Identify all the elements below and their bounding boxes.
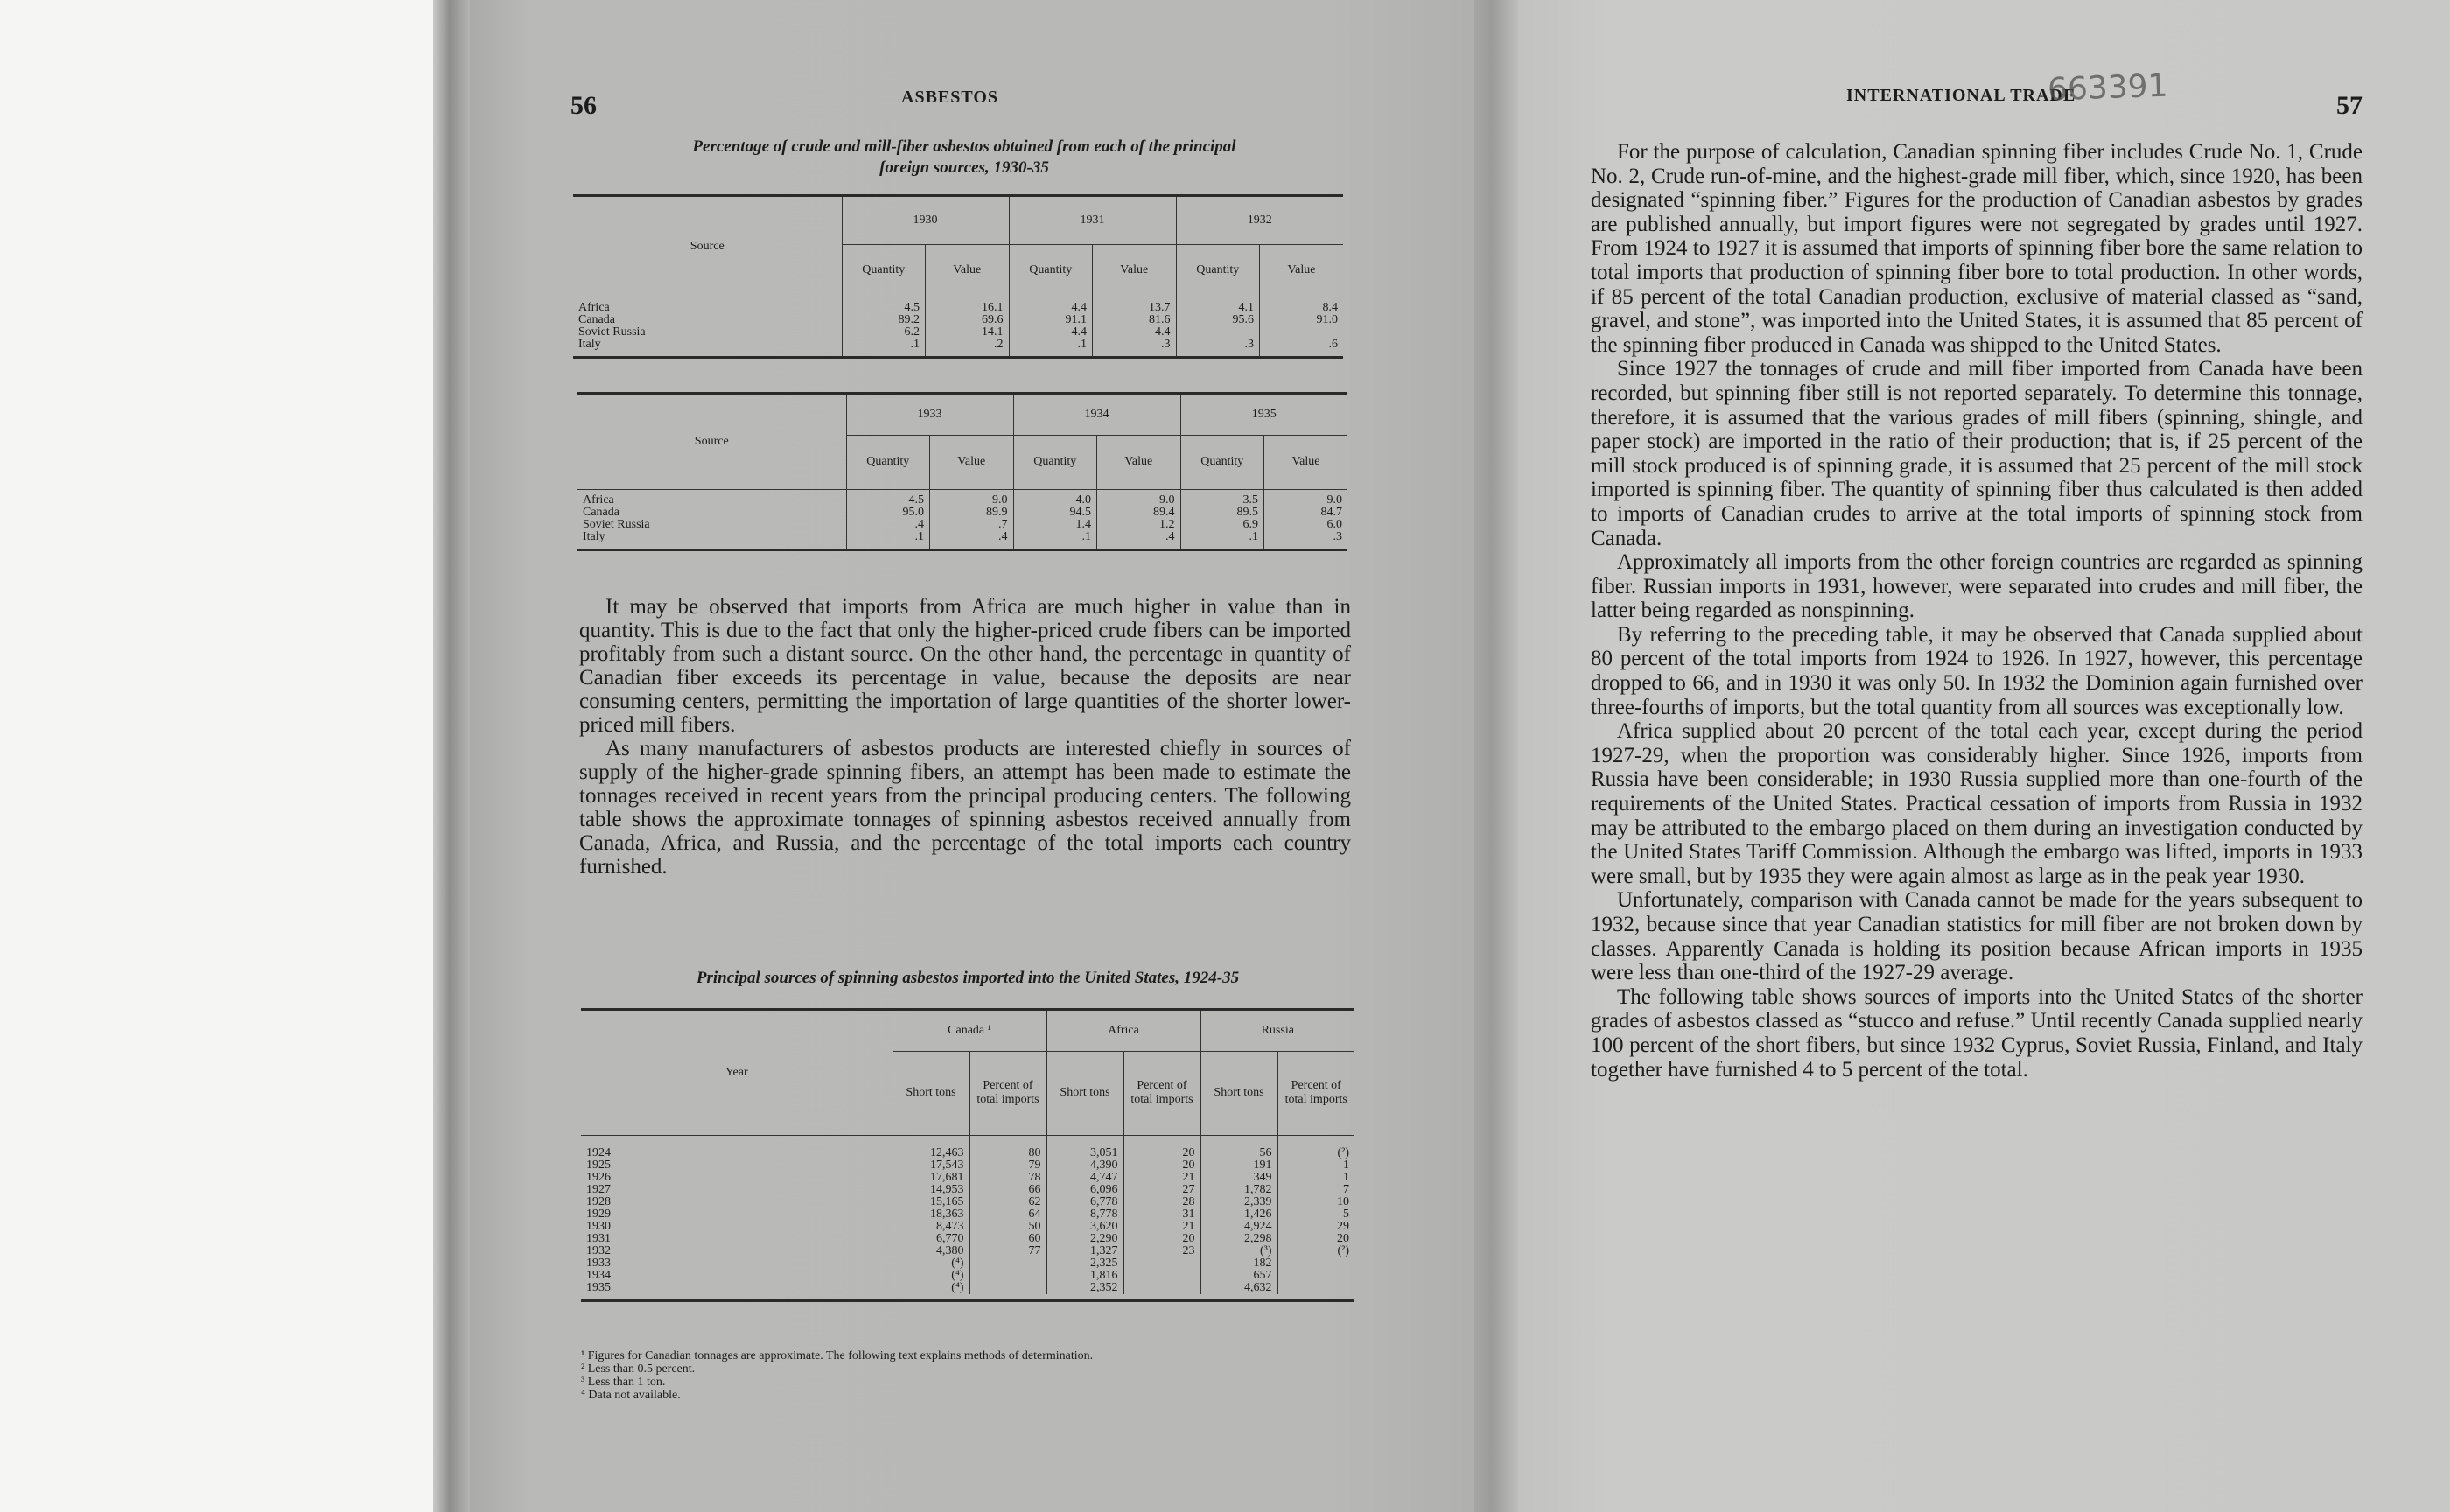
row-year: 1927 — [586, 1183, 611, 1196]
cell — [1278, 1270, 1354, 1282]
cell: (⁴) — [892, 1257, 970, 1270]
cell: 91.1 — [1009, 314, 1093, 326]
table-row — [581, 1245, 1354, 1257]
short-tons-header: Short tons — [892, 1051, 970, 1135]
row-year: 1934 — [586, 1269, 611, 1282]
cell: .4 — [846, 519, 930, 531]
cell: 4.0 — [1013, 494, 1097, 507]
cell: 4.5 — [846, 494, 930, 507]
cell: 349 — [1200, 1172, 1278, 1184]
row-year: 1929 — [586, 1208, 611, 1221]
cell: 84.7 — [1264, 507, 1348, 519]
cell: 18,363 — [892, 1208, 970, 1221]
cell: 3,620 — [1046, 1221, 1124, 1233]
table-row — [581, 1147, 1354, 1159]
value-header: Value — [926, 244, 1010, 297]
cell: (⁴) — [892, 1282, 970, 1294]
cell — [1176, 326, 1260, 339]
quantity-header: Quantity — [1009, 244, 1093, 297]
cell: 77 — [970, 1245, 1046, 1257]
paragraph: Approximately all imports from the other foreign countries are regarded as spinning fiber. Russian imports in 1931, however, were separated into crudes and mill fiber, the latter being regarded as nonspinning. — [1591, 550, 2362, 623]
cell: 6.9 — [1180, 519, 1264, 531]
value-header: Value — [930, 435, 1014, 489]
right-page-number: 57 — [2336, 91, 2362, 120]
right-running-head: INTERNATIONAL TRADE — [1846, 86, 2076, 105]
cell: 8,778 — [1046, 1208, 1124, 1221]
cell: 5 — [1278, 1208, 1354, 1221]
cell: .3 — [1264, 531, 1348, 543]
row-year: 1925 — [586, 1158, 611, 1172]
table1-part-a — [573, 194, 1343, 359]
value-header: Value — [1097, 435, 1181, 489]
cell — [1278, 1282, 1354, 1294]
cell: 4.4 — [1009, 326, 1093, 339]
cell: 4,632 — [1200, 1282, 1278, 1294]
cell: 21 — [1124, 1172, 1200, 1184]
cell: (²) — [1278, 1245, 1354, 1257]
cell — [1260, 326, 1344, 339]
cell: 13.7 — [1093, 302, 1177, 314]
value-header: Value — [1093, 244, 1177, 297]
cell: 79 — [970, 1159, 1046, 1172]
left-running-head: ASBESTOS — [901, 88, 999, 107]
cell: (²) — [1278, 1147, 1354, 1159]
percent-header: Percent of total imports — [970, 1051, 1046, 1135]
row-label: Canada — [583, 506, 620, 519]
cell: 50 — [970, 1221, 1046, 1233]
source-header: Source — [573, 197, 842, 297]
paragraph: As many manufacturers of asbestos products are interested chiefly in sources of supply of the higher-grade spinning fibers, an attempt has been made to estimate the tonnages received in recent years from the principal producing centers. The following table shows the approximate tonnages of spinning asbestos received annually from Canada, Africa, and Russia, and the percentage of the total imports each country furnished. — [579, 737, 1351, 878]
row-label: Canada — [578, 313, 615, 326]
paragraph: By referring to the preceding table, it may be observed that Canada supplied about 80 percent of the total imports from 1924 to 1926. In 1927, however, this percentage dropped to 66, and in 1930 it was only 50. In 1932 the Dominion again furnished over three-fourths of imports, but the total quantity from all sources was exceptionally low. — [1591, 622, 2362, 719]
footnote: ² Less than 0.5 percent. — [581, 1362, 696, 1376]
book-spine — [1474, 0, 1518, 1512]
cell: 1,426 — [1200, 1208, 1278, 1221]
cell: 78 — [970, 1172, 1046, 1184]
cell: 94.5 — [1013, 507, 1097, 519]
cell: 7 — [1278, 1184, 1354, 1196]
cell — [1124, 1282, 1200, 1294]
cell: 1,327 — [1046, 1245, 1124, 1257]
cell: 4.5 — [842, 302, 926, 314]
short-tons-header: Short tons — [1046, 1051, 1124, 1135]
cell: 9.0 — [1264, 494, 1348, 507]
cell: 95.0 — [846, 507, 930, 519]
table-row — [581, 1159, 1354, 1172]
table-row — [581, 1184, 1354, 1196]
paragraph: Africa supplied about 20 percent of the total each year, except during the period 1927-29, when the proportion was considerably higher. Since 1926, imports from Russia have been considerable; in 1930 Russia supplied more than one-fourth of the requirements of the United States. Practical cessation of imports from Russia in 1932 may be attributed to the embargo placed on them during an investigation conducted by the United States Tariff Commission. Although the embargo was lifted, imports in 1933 were small, but by 1935 they were again almost as large as in the peak year 1930. — [1591, 719, 2362, 888]
cell: 6,096 — [1046, 1184, 1124, 1196]
right-body-text — [1591, 140, 2362, 1082]
table-row — [581, 1270, 1354, 1282]
table-row — [581, 1221, 1354, 1233]
paragraph: For the purpose of calculation, Canadian spinning fiber includes Crude No. 1, Crude No. 2, Crude run-of-mine, and the highest-grade mill fiber, which, since 1920, has been designated “spinning fiber.” Figures for the production of Canadian asbestos by grades are published annually, but import figures were not segregated by grades until 1927. From 1924 to 1927 it is assumed that imports of spinning fiber bore the same relation to total imports that production of spinning fiber bore to total production. In other words, if 85 percent of the total Canadian production, exclusive of material classed as “sand, gravel, and stone”, was imported into the United States, it is assumed that 85 percent of the spinning fiber produced in Canada was shipped to the United States. — [1591, 140, 2362, 357]
table-row — [573, 314, 1343, 326]
table1-part-b — [578, 392, 1348, 551]
cell: 17,543 — [892, 1159, 970, 1172]
background-left — [0, 0, 438, 1512]
cell: .1 — [1013, 531, 1097, 543]
year-header: 1932 — [1176, 197, 1343, 244]
percent-header: Percent of total imports — [1124, 1051, 1200, 1135]
value-header: Value — [1260, 244, 1344, 297]
table-row — [578, 494, 1348, 507]
table2 — [581, 1008, 1354, 1302]
year-header: 1930 — [842, 197, 1009, 244]
percent-header: Percent of total imports — [1278, 1051, 1354, 1135]
cell: 29 — [1278, 1221, 1354, 1233]
row-label: Soviet Russia — [578, 326, 646, 339]
cell: 89.2 — [842, 314, 926, 326]
table-row — [578, 507, 1348, 519]
quantity-header: Quantity — [1176, 244, 1260, 297]
cell: 10 — [1278, 1196, 1354, 1208]
table2-caption: Principal sources of spinning asbestos imported into the United States, 1924-35 — [696, 969, 1240, 987]
value-header: Value — [1264, 435, 1348, 489]
cell: 6,778 — [1046, 1196, 1124, 1208]
table1-caption-line1: Percentage of crude and mill-fiber asbestos obtained from each of the principal — [692, 137, 1236, 156]
cell: 1,816 — [1046, 1270, 1124, 1282]
table1-caption-line2: foreign sources, 1930-35 — [879, 158, 1049, 177]
cell: 20 — [1278, 1233, 1354, 1245]
group-header-russia: Russia — [1200, 1011, 1354, 1051]
table-row — [581, 1172, 1354, 1184]
paragraph: It may be observed that imports from Africa are much higher in value than in quantity. This is due to the fact that only the higher-priced crude fibers can be imported profitably from such a distant source. On the other hand, the percentage in quantity of Canadian fiber exceeds its percentage in value, because the deposits are near consuming centers, permitting the importation of large quantities of the shorter lower-priced mill fibers. — [579, 595, 1351, 737]
cell: 23 — [1124, 1245, 1200, 1257]
cell: .7 — [930, 519, 1014, 531]
cell: 2,298 — [1200, 1233, 1278, 1245]
table-row — [581, 1233, 1354, 1245]
cell: 4.4 — [1093, 326, 1177, 339]
cell: .4 — [930, 531, 1014, 543]
table2-footnotes — [581, 1349, 1360, 1402]
book-edge — [433, 0, 470, 1512]
cell: 80 — [970, 1147, 1046, 1159]
cell: 20 — [1124, 1147, 1200, 1159]
cell: 14.1 — [926, 326, 1010, 339]
row-label: Italy — [578, 338, 601, 351]
table-row — [581, 1282, 1354, 1294]
cell: 2,339 — [1200, 1196, 1278, 1208]
cell: 2,290 — [1046, 1233, 1124, 1245]
left-body-text — [579, 595, 1351, 878]
table-row — [573, 302, 1343, 314]
cell: 64 — [970, 1208, 1046, 1221]
row-year: 1926 — [586, 1171, 611, 1184]
table-row — [573, 326, 1343, 339]
cell: 657 — [1200, 1270, 1278, 1282]
cell: 56 — [1200, 1147, 1278, 1159]
cell — [970, 1282, 1046, 1294]
year-header: 1934 — [1013, 395, 1180, 435]
cell: 6.0 — [1264, 519, 1348, 531]
cell — [970, 1270, 1046, 1282]
cell: 69.6 — [926, 314, 1010, 326]
group-header-canada: Canada ¹ — [892, 1011, 1046, 1051]
cell: 4,390 — [1046, 1159, 1124, 1172]
cell: 191 — [1200, 1159, 1278, 1172]
cell: .2 — [926, 339, 1010, 351]
quantity-header: Quantity — [1013, 435, 1097, 489]
cell — [1278, 1257, 1354, 1270]
row-year: 1924 — [586, 1146, 611, 1159]
cell: 1.4 — [1013, 519, 1097, 531]
table-row — [573, 339, 1343, 351]
cell: .1 — [846, 531, 930, 543]
cell: .1 — [1180, 531, 1264, 543]
cell: .4 — [1097, 531, 1181, 543]
cell: 9.0 — [930, 494, 1014, 507]
row-year: 1933 — [586, 1256, 611, 1270]
cell: 3,051 — [1046, 1147, 1124, 1159]
cell: 3.5 — [1180, 494, 1264, 507]
cell: .3 — [1093, 339, 1177, 351]
cell: 91.0 — [1260, 314, 1344, 326]
year-column-header: Year — [581, 1011, 892, 1135]
row-label: Soviet Russia — [583, 518, 650, 531]
cell: (³) — [1200, 1245, 1278, 1257]
cell: 15,165 — [892, 1196, 970, 1208]
table-row — [581, 1257, 1354, 1270]
cell: 4.1 — [1176, 302, 1260, 314]
table-row — [581, 1208, 1354, 1221]
short-tons-header: Short tons — [1200, 1051, 1278, 1135]
cell: 89.9 — [930, 507, 1014, 519]
cell: 4.4 — [1009, 302, 1093, 314]
cell: 8.4 — [1260, 302, 1344, 314]
cell: .6 — [1260, 339, 1344, 351]
cell: 28 — [1124, 1196, 1200, 1208]
row-year: 1932 — [586, 1244, 611, 1257]
cell: 95.6 — [1176, 314, 1260, 326]
cell: .1 — [1009, 339, 1093, 351]
left-page-number: 56 — [570, 91, 597, 120]
cell: 81.6 — [1093, 314, 1177, 326]
footnote: ⁴ Data not available. — [581, 1389, 681, 1402]
row-year: 1930 — [586, 1220, 611, 1233]
cell: .3 — [1176, 339, 1260, 351]
cell: 1 — [1278, 1159, 1354, 1172]
table-row — [581, 1196, 1354, 1208]
cell: 60 — [970, 1233, 1046, 1245]
cell: 89.5 — [1180, 507, 1264, 519]
year-header: 1933 — [846, 395, 1013, 435]
cell: 182 — [1200, 1257, 1278, 1270]
cell: 8,473 — [892, 1221, 970, 1233]
cell: 31 — [1124, 1208, 1200, 1221]
cell: 4,924 — [1200, 1221, 1278, 1233]
cell: 89.4 — [1097, 507, 1181, 519]
row-year: 1935 — [586, 1281, 611, 1294]
cell: 21 — [1124, 1221, 1200, 1233]
cell: 9.0 — [1097, 494, 1181, 507]
table-row — [578, 519, 1348, 531]
cell: 2,325 — [1046, 1257, 1124, 1270]
footnote: ³ Less than 1 ton. — [581, 1376, 666, 1389]
cell: 12,463 — [892, 1147, 970, 1159]
footnote: ¹ Figures for Canadian tonnages are approximate. The following text explains methods of determination. — [581, 1349, 1094, 1362]
group-header-africa: Africa — [1046, 1011, 1200, 1051]
cell: 62 — [970, 1196, 1046, 1208]
row-label: Italy — [583, 530, 606, 543]
year-header: 1935 — [1180, 395, 1348, 435]
cell: 6.2 — [842, 326, 926, 339]
paragraph: The following table shows sources of imports into the United States of the shorter grades of asbestos classed as “stucco and refuse.” Until recently Canada supplied nearly 100 percent of the short fibers, but since 1932 Cyprus, Soviet Russia, Finland, and Italy together have furnished 4 to 5 percent of the total. — [1591, 984, 2362, 1082]
cell: 27 — [1124, 1184, 1200, 1196]
cell: 20 — [1124, 1233, 1200, 1245]
cell: 16.1 — [926, 302, 1010, 314]
row-label: Africa — [578, 301, 610, 314]
table-row — [578, 531, 1348, 543]
row-year: 1931 — [586, 1232, 611, 1245]
handwritten-number: 663391 — [2047, 67, 2169, 108]
cell — [1124, 1270, 1200, 1282]
quantity-header: Quantity — [846, 435, 930, 489]
cell: 2,352 — [1046, 1282, 1124, 1294]
cell: 4,747 — [1046, 1172, 1124, 1184]
cell: 1,782 — [1200, 1184, 1278, 1196]
cell: 20 — [1124, 1159, 1200, 1172]
cell: (⁴) — [892, 1270, 970, 1282]
paragraph: Unfortunately, comparison with Canada cannot be made for the years subsequent to 1932, because since that year Canadian statistics for mill fiber are not broken down by classes. Apparently Canada is holding its position because African imports in 1935 were less than one-third of the 1927-29 average. — [1591, 888, 2362, 985]
cell: 14,953 — [892, 1184, 970, 1196]
cell: 66 — [970, 1184, 1046, 1196]
cell — [1124, 1257, 1200, 1270]
cell: 6,770 — [892, 1233, 970, 1245]
row-label: Africa — [583, 494, 614, 507]
row-year: 1928 — [586, 1195, 611, 1208]
cell: 1.2 — [1097, 519, 1181, 531]
quantity-header: Quantity — [1180, 435, 1264, 489]
cell: 1 — [1278, 1172, 1354, 1184]
cell — [970, 1257, 1046, 1270]
table1-caption — [570, 136, 1358, 178]
cell: .1 — [842, 339, 926, 351]
quantity-header: Quantity — [842, 244, 926, 297]
year-header: 1931 — [1009, 197, 1176, 244]
cell: 17,681 — [892, 1172, 970, 1184]
source-header: Source — [578, 395, 846, 489]
paragraph: Since 1927 the tonnages of crude and mill fiber imported from Canada have been recorded, but spinning fiber still is not reported separately. To determine this tonnage, therefore, it is assumed that the various grades of mill fibers (spinning, shingle, and paper stock) are imported in the ratio of their production; that is, if 25 percent of the mill stock produced is of spinning grade, it is assumed that 25 percent of the mill stock imported is spinning fiber. The quantity of spinning fiber thus calculated is then added to imports of Canadian crudes to arrive at the total imports of spinning stock from Canada. — [1591, 357, 2362, 550]
cell: 4,380 — [892, 1245, 970, 1257]
